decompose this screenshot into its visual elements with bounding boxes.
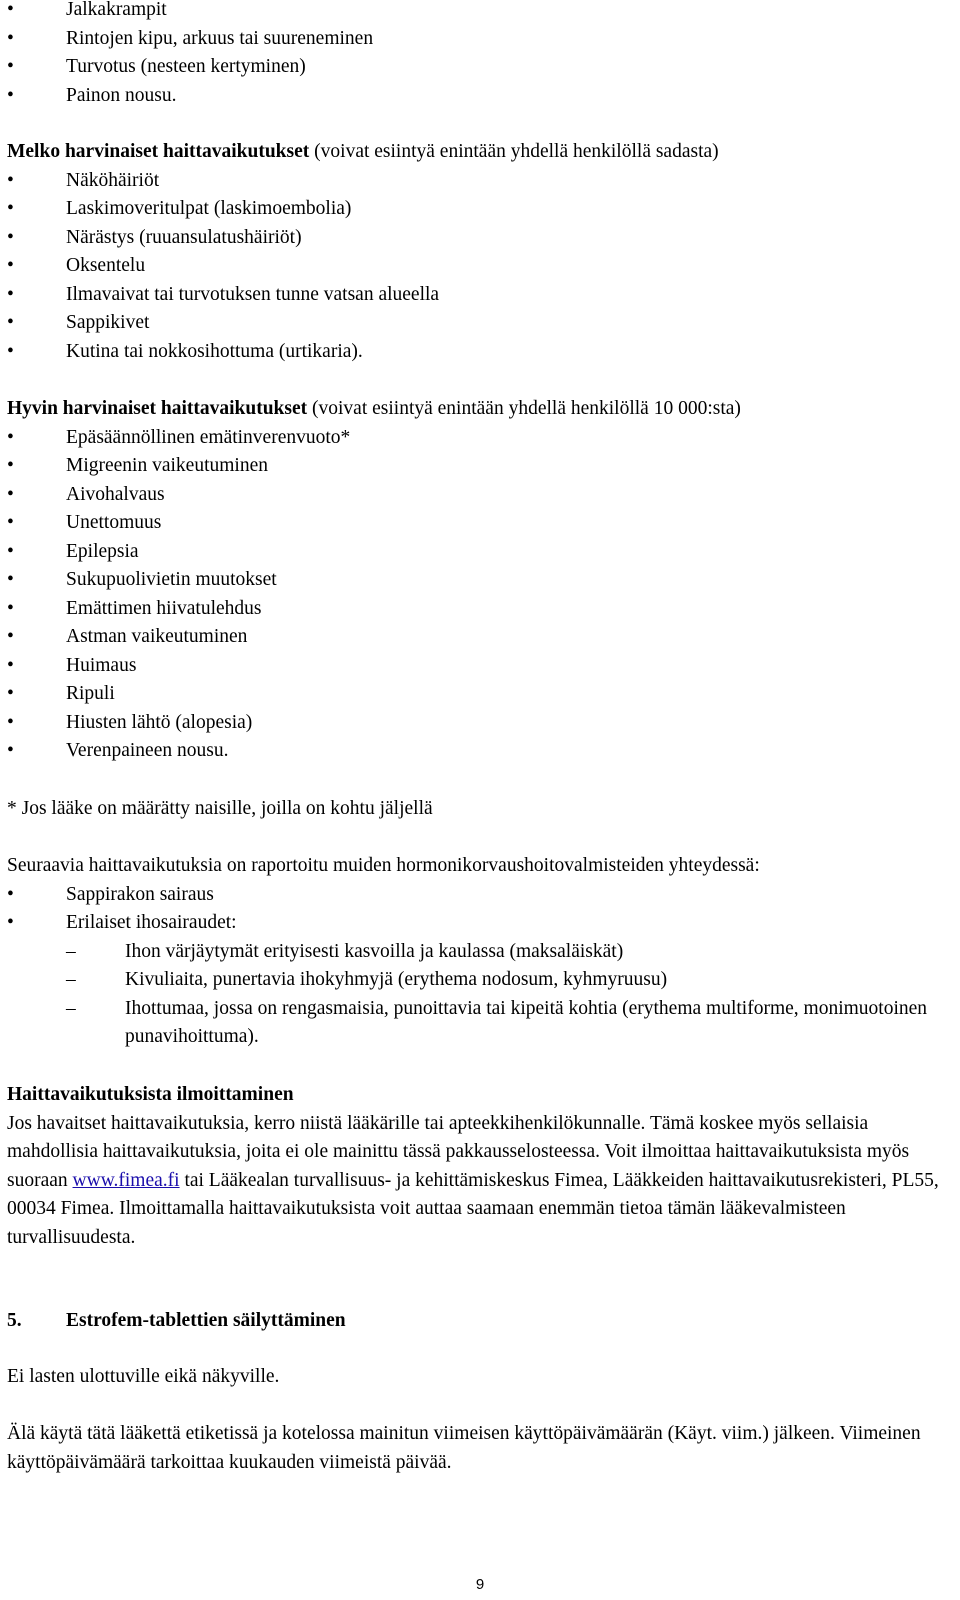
- list-item: • Astman vaikeutuminen: [7, 623, 946, 652]
- bullet-icon: •: [7, 27, 14, 49]
- list-item: • Ripuli: [7, 680, 946, 709]
- list-item: • Sukupuolivietin muutokset: [7, 566, 946, 595]
- bullet-icon: •: [7, 597, 14, 619]
- list-item: • Laskimoveritulpat (laskimoembolia): [7, 195, 946, 224]
- bullet-icon: •: [7, 654, 14, 676]
- list-item: • Hiusten lähtö (alopesia): [7, 709, 946, 738]
- very-rare-heading: Hyvin harvinaiset haittavaikutukset: [7, 398, 308, 419]
- bullet-icon: •: [7, 740, 14, 761]
- list-item: • Epäsäännöllinen emätinverenvuoto*: [7, 424, 946, 453]
- bullet-icon: •: [7, 0, 14, 20]
- list-item: • Unettomuus: [7, 509, 946, 538]
- storage-paragraph-1: Ei lasten ulottuville eikä näkyville.: [7, 1366, 280, 1387]
- bullet-icon: •: [7, 569, 14, 590]
- reporting-paragraph: Jos havaitset haittavaikutuksia, kerro niistä lääkärille tai apteekkihenkilökunnalle. Tämä koskee myös sellaisia mahdollisia haittavaikutuksia, joita ei ole mainittu tässä pakkausselosteessa. Voit ilmoittaa haittavaikutuksista myös suoraan www.fimea.fi tai Lääkealan turvallisuus- ja kehittämiskeskus Fimea, Lääkkeiden haittavaikutusrekisteri, PL55, 00034 Fimea. Ilmoittamalla haittavaikutuksista voit auttaa saamaan enemmän tietoa tämän lääkevalmisteen turvallisuudesta.: [7, 1112, 939, 1248]
- list-item: • Turvotus (nesteen kertyminen): [7, 53, 946, 82]
- bullet-icon: •: [7, 169, 14, 191]
- list-item: • Epilepsia: [7, 538, 946, 567]
- list-item: • Erilaiset ihosairaudet:: [7, 909, 946, 938]
- list-item: • Sappirakon sairaus: [7, 881, 946, 910]
- bullet-icon: •: [7, 626, 14, 647]
- other-hrt-section: [7, 852, 946, 1052]
- top-side-effects-list: [7, 0, 946, 110]
- list-item: • Rintojen kipu, arkuus tai suureneminen: [7, 25, 946, 54]
- dash-icon: –: [66, 969, 76, 990]
- uncommon-qualifier: (voivat esiintyä enintään yhdellä henkilöllä sadasta): [309, 141, 719, 162]
- list-item: • Emättimen hiivatulehdus: [7, 595, 946, 624]
- list-item: • Oksentelu: [7, 252, 946, 281]
- very-rare-qualifier: (voivat esiintyä enintään yhdellä henkilöllä 10 000:sta): [307, 398, 741, 419]
- bullet-icon: •: [7, 283, 14, 305]
- section-5-heading: [7, 1307, 946, 1336]
- list-item: • Huimaus: [7, 652, 946, 681]
- dash-icon: –: [66, 940, 76, 962]
- section-title: Estrofem-tablettien säilyttäminen: [66, 1310, 346, 1331]
- list-item: • Migreenin vaikeutuminen: [7, 452, 946, 481]
- bullet-icon: •: [7, 683, 14, 704]
- reporting-section: [7, 1081, 946, 1252]
- uncommon-heading-line: [7, 138, 946, 167]
- fimea-link[interactable]: www.fimea.fi: [72, 1169, 180, 1191]
- list-item: • Aivohalvaus: [7, 481, 946, 510]
- uncommon-section: [7, 138, 946, 366]
- list-item: • Kutina tai nokkosihottuma (urtikaria).: [7, 338, 946, 367]
- sub-list-item: – Ihon värjäytymät erityisesti kasvoilla ja kaulassa (maksaläiskät): [7, 938, 946, 967]
- list-item: • Verenpaineen nousu.: [7, 737, 946, 766]
- bullet-icon: •: [7, 455, 14, 476]
- sub-list-item: – Ihottumaa, jossa on rengasmaisia, punoittavia tai kipeitä kohtia (erythema multiforme, monimuotoinen punavihoittuma).: [7, 995, 946, 1052]
- bullet-icon: •: [7, 255, 14, 276]
- bullet-icon: •: [7, 226, 14, 248]
- bullet-icon: •: [7, 483, 14, 505]
- very-rare-section: [7, 395, 946, 766]
- reporting-heading: Haittavaikutuksista ilmoittaminen: [7, 1084, 294, 1105]
- sub-list-item: – Kivuliaita, punertavia ihokyhmyjä (erythema nodosum, kyhmyruusu): [7, 966, 946, 995]
- bullet-icon: •: [7, 198, 14, 219]
- list-item: • Painon nousu.: [7, 82, 946, 111]
- bullet-icon: •: [7, 711, 14, 733]
- storage-paragraph-2: Älä käytä tätä lääkettä etiketissä ja kotelossa mainitun viimeisen käyttöpäivämäärän (Käyt. viim.) jälkeen. Viimeinen käyttöpäivämäärä tarkoittaa kuukauden viimeistä päivää.: [7, 1423, 921, 1473]
- list-item: • Näköhäiriöt: [7, 167, 946, 196]
- bullet-icon: •: [7, 912, 14, 933]
- bullet-icon: •: [7, 312, 14, 333]
- list-item: • Jalkakrampit: [7, 0, 946, 25]
- bullet-icon: •: [7, 512, 14, 533]
- section-5: [7, 1307, 946, 1336]
- bullet-icon: •: [7, 340, 14, 362]
- section-number: 5.: [7, 1310, 22, 1331]
- bullet-icon: •: [7, 426, 14, 448]
- list-item: • Närästys (ruuansulatushäiriöt): [7, 224, 946, 253]
- footnote: * Jos lääke on määrätty naisille, joilla on kohtu jäljellä: [7, 798, 433, 819]
- bullet-icon: •: [7, 540, 14, 562]
- list-item: • Sappikivet: [7, 309, 946, 338]
- bullet-icon: •: [7, 56, 14, 77]
- uncommon-heading: Melko harvinaiset haittavaikutukset: [7, 141, 310, 162]
- bullet-icon: •: [7, 84, 14, 106]
- page-number: 9: [475, 1576, 485, 1593]
- list-item: • Ilmavaivat tai turvotuksen tunne vatsan alueella: [7, 281, 946, 310]
- other-hrt-intro: Seuraavia haittavaikutuksia on raportoitu muiden hormonikorvaushoitovalmisteiden yhteydessä:: [7, 855, 760, 876]
- dash-icon: –: [66, 997, 76, 1019]
- bullet-icon: •: [7, 883, 14, 905]
- very-rare-heading-line: [7, 395, 946, 424]
